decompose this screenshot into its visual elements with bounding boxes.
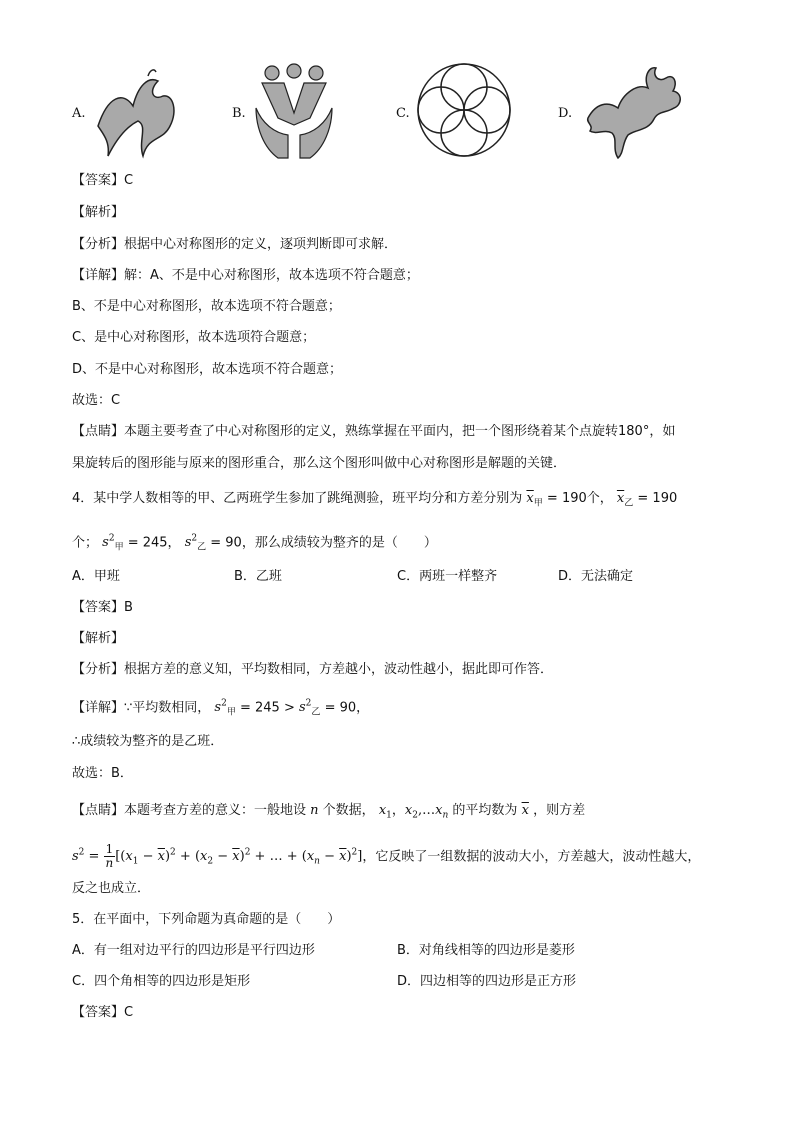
- q4-option-b: B．乙班: [234, 569, 282, 584]
- q3-xiangjie: 【详解】解：A、不是中心对称图形，故本选项不符合题意；: [72, 268, 419, 283]
- q4-stem-unit: 个；: [72, 535, 99, 551]
- q4-option-d: D．无法确定: [558, 569, 634, 584]
- n-variable: n: [310, 803, 319, 818]
- fraction-1-over-n: $\frac{1}{n}$: [105, 842, 114, 871]
- q4-fenxi: 【分析】根据方差的意义知，平均数相同，方差越小，波动性越小，据此即可作答．: [72, 662, 554, 677]
- q5-option-d: D．四边相等的四边形是正方形: [397, 974, 577, 989]
- q3-guxuan: 故选：C: [72, 393, 121, 408]
- q4-therefore: ∴成绩较为整齐的是乙班．: [72, 734, 224, 749]
- q3-answer: 【答案】C: [72, 173, 134, 188]
- x-jia-mean: $\overline{x}_甲$: [526, 491, 543, 509]
- figure-c: [396, 58, 526, 168]
- q4-stem-mean-yi: = 190: [637, 491, 678, 506]
- q5-stem: 5．在平面中，下列命题为真命题的是（ ）: [72, 912, 341, 927]
- q4-answer: 【答案】B: [72, 600, 133, 615]
- q5-answer: 【答案】C: [72, 1005, 134, 1020]
- q4-xiangjie: [72, 695, 369, 722]
- q4-stem-line1: [72, 490, 677, 513]
- q4-xiangjie-text: 【详解】∵平均数相同，: [72, 700, 211, 716]
- figure-c-label: C.: [396, 106, 410, 121]
- q4-stem-mean-jia: = 190个，: [546, 491, 613, 506]
- figure-a-label: A.: [72, 106, 86, 121]
- q5-option-c: C．四个角相等的四边形是矩形: [72, 974, 251, 989]
- s-yi-squared: $s^2_乙$: [184, 534, 207, 553]
- q3-option-d: D、不是中心对称图形，故本选项不符合题意；: [72, 362, 343, 377]
- s-yi-squared-2: $s^2_乙$: [299, 699, 321, 718]
- q4-last: 反之也成立．: [72, 881, 151, 896]
- q4-jiexi: 【解析】: [72, 631, 125, 646]
- figure-b-label: B.: [232, 106, 246, 121]
- q4-dianjing-variance: ，则方差: [533, 803, 586, 818]
- q5-option-a: A．有一组对边平行的四边形是平行四边形: [72, 943, 315, 958]
- q4-stem-question: = 90，那么成绩较为整齐的是（ ）: [210, 535, 437, 551]
- q3-option-b: B、不是中心对称图形，故本选项不符合题意；: [72, 299, 341, 314]
- figure-a: [72, 58, 192, 168]
- figure-d: [558, 58, 698, 168]
- q3-jiexi: 【解析】: [72, 205, 125, 220]
- q3-option-c: C、是中心对称图形，故本选项符合题意；: [72, 330, 316, 345]
- figure-c-shape: [414, 60, 514, 160]
- q3-dianjing-line2: 果旋转后的图形能与原来的图形重合，那么这个图形叫做中心对称图形是解题的关键．: [72, 456, 567, 471]
- x-bar: $\overline{x}$: [521, 803, 529, 818]
- x-sequence: $x_1$，$x_2,\dots x_n$: [378, 803, 449, 821]
- figure-b-shape: [254, 63, 334, 163]
- q4-stem-text: 4．某中学人数相等的甲、乙两班学生参加了跳绳测验，班平均分和方差分别为: [72, 491, 523, 506]
- q4-dianjing-count: 个数据，: [322, 803, 375, 818]
- variance-formula: $s^2$ = $\frac{1}{n}$ [$(x_1 - \overline{x})^2 + (x_2 - \overline{x})^2$ + … + $(x_n - \overline{x})^2$]: [72, 842, 363, 871]
- q4-xiangjie-compare: = 245 >: [239, 700, 295, 716]
- q4-dianjing-text: 【点睛】本题考查方差的意义：一般地设: [72, 803, 307, 818]
- s-jia-squared-2: $s^2_甲$: [214, 699, 236, 718]
- q4-dianjing: [72, 802, 585, 825]
- q3-fenxi: 【分析】根据中心对称图形的定义，逐项判断即可求解．: [72, 237, 398, 252]
- x-yi-mean: $\overline{x}_乙$: [616, 491, 634, 509]
- figure-options: [0, 58, 794, 168]
- q4-dianjing-mean: 的平均数为: [452, 803, 518, 818]
- figure-d-shape: [578, 63, 688, 163]
- figure-d-label: D.: [558, 106, 573, 121]
- q4-option-c: C．两班一样整齐: [397, 569, 498, 584]
- q4-formula-explanation: ，它反映了一组数据的波动大小，方差越大，波动性越大，: [362, 849, 701, 865]
- q4-xiangjie-value: = 90，: [324, 700, 370, 716]
- q4-option-a: A．甲班: [72, 569, 120, 584]
- variance-formula-line: [72, 838, 700, 877]
- q5-option-b: B．对角线相等的四边形是菱形: [397, 943, 575, 958]
- q4-guxuan: 故选：B．: [72, 766, 133, 781]
- q4-stem-var-jia: = 245，: [127, 535, 181, 551]
- q4-stem-line2: [72, 530, 437, 557]
- q3-dianjing-line1: 【点睛】本题主要考查了中心对称图形的定义，熟练掌握在平面内，把一个图形绕着某个点旋转180°，如: [72, 424, 676, 439]
- s-jia-squared: $s^2_甲$: [102, 534, 124, 553]
- figure-a-shape: [88, 66, 188, 166]
- figure-b: [232, 58, 352, 168]
